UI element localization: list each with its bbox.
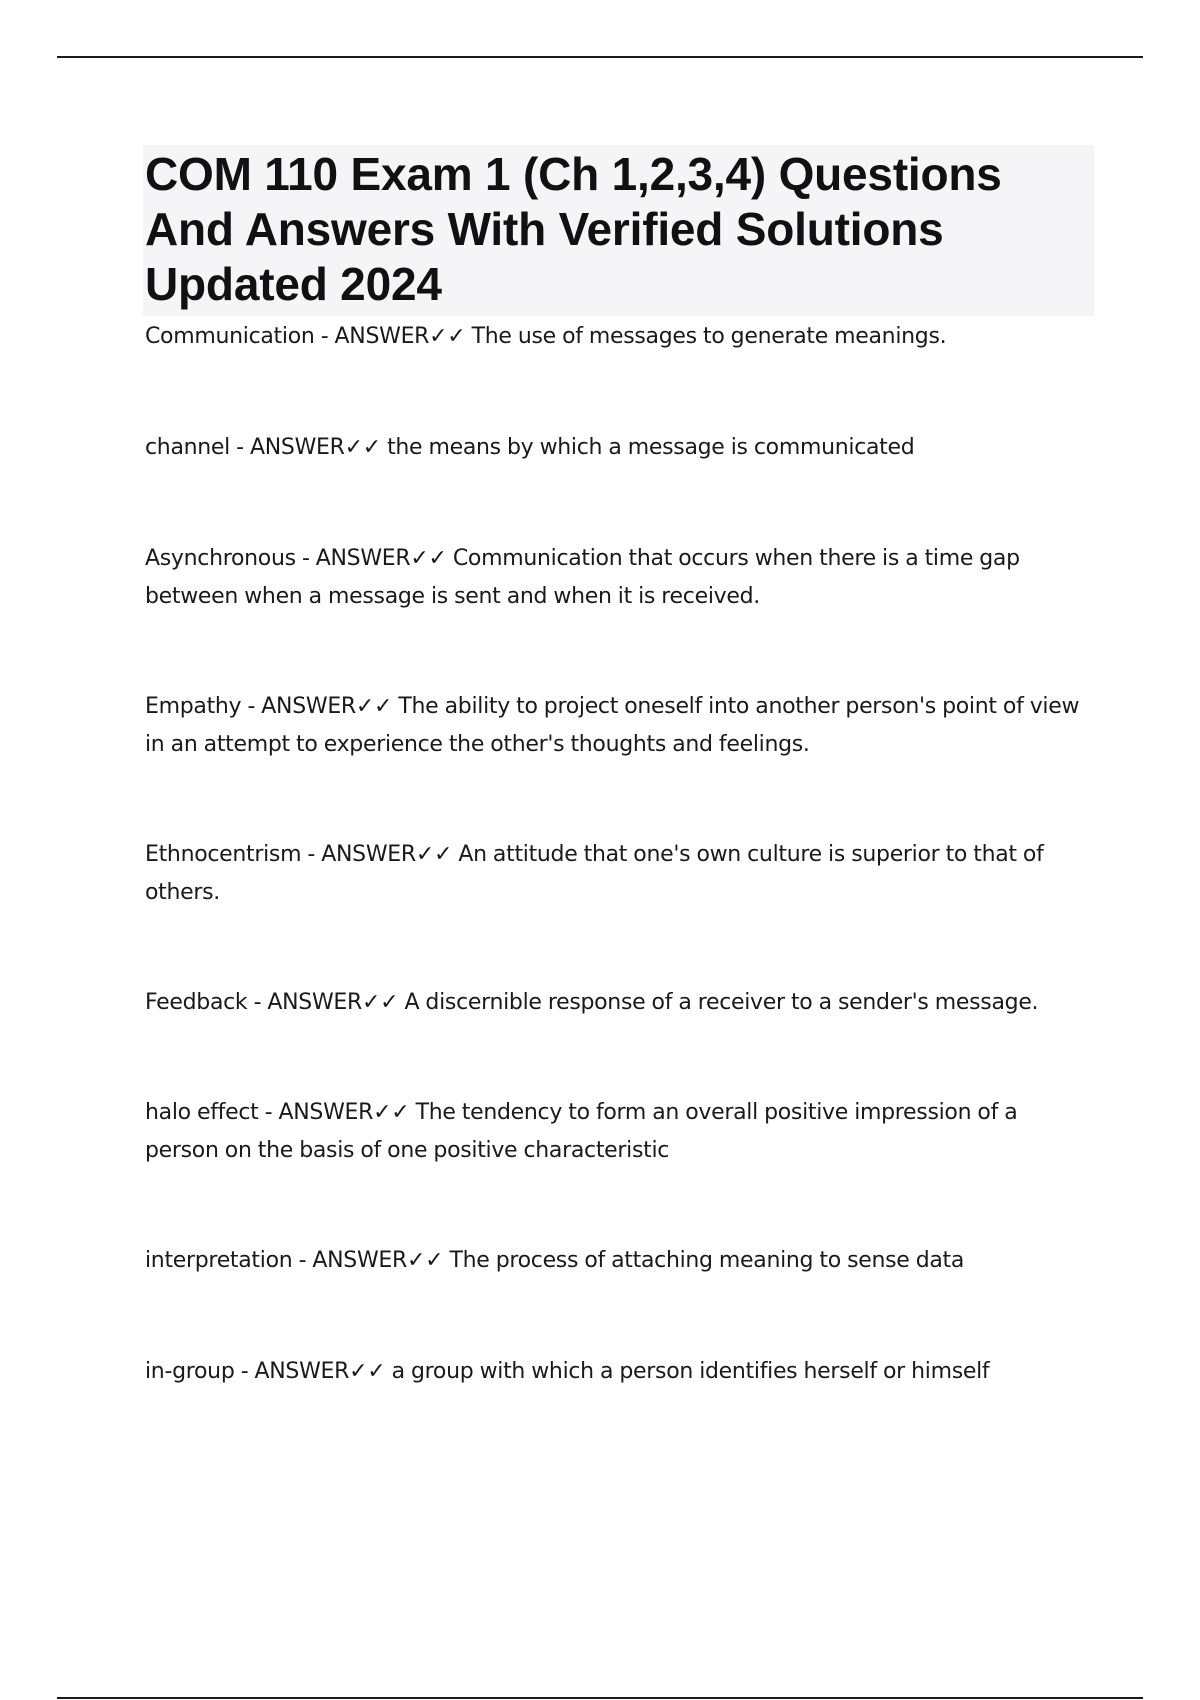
qa-item bbox=[145, 1094, 1095, 1170]
answer-marker: - ANSWER✓✓ bbox=[258, 1100, 416, 1125]
answer-marker: - ANSWER✓✓ bbox=[247, 990, 405, 1015]
qa-definition: The use of messages to generate meanings. bbox=[471, 324, 947, 349]
qa-term: Empathy bbox=[145, 694, 242, 719]
qa-definition: Communication that occurs when there is a time gap between when a message is sent and when it is received. bbox=[145, 546, 1020, 609]
qa-term: Communication bbox=[145, 324, 315, 349]
header-rule bbox=[57, 56, 1143, 58]
qa-item bbox=[145, 1353, 1095, 1391]
qa-definition: a group with which a person identifies herself or himself bbox=[391, 1359, 990, 1384]
answer-marker: - ANSWER✓✓ bbox=[292, 1248, 450, 1273]
title-block bbox=[143, 145, 1094, 316]
qa-item bbox=[145, 318, 1095, 356]
qa-item bbox=[145, 984, 1095, 1022]
qa-term: channel bbox=[145, 435, 230, 460]
qa-item bbox=[145, 688, 1095, 764]
answer-marker: - ANSWER✓✓ bbox=[241, 694, 399, 719]
qa-term: interpretation bbox=[145, 1248, 293, 1273]
qa-definition: The ability to project oneself into another person's point of view in an attempt to experience the other's thoughts and feelings. bbox=[145, 694, 1080, 757]
qa-item bbox=[145, 1242, 1095, 1280]
qa-definition: The tendency to form an overall positive impression of a person on the basis of one positive characteristic bbox=[145, 1100, 1018, 1163]
qa-term: Feedback bbox=[145, 990, 248, 1015]
qa-term: halo effect bbox=[145, 1100, 259, 1125]
answer-marker: - ANSWER✓✓ bbox=[314, 324, 472, 349]
qa-definition: the means by which a message is communicated bbox=[387, 435, 915, 460]
qa-definition: An attitude that one's own culture is superior to that of others. bbox=[145, 842, 1044, 905]
qa-definition: The process of attaching meaning to sense data bbox=[449, 1248, 965, 1273]
answer-marker: - ANSWER✓✓ bbox=[295, 546, 453, 571]
qa-item bbox=[145, 429, 1095, 467]
qa-definition: A discernible response of a receiver to a sender's message. bbox=[404, 990, 1039, 1015]
qa-item bbox=[145, 540, 1095, 616]
qa-term: Asynchronous bbox=[145, 546, 296, 571]
qa-list bbox=[145, 318, 1095, 1391]
answer-marker: - ANSWER✓✓ bbox=[229, 435, 388, 460]
answer-marker: - ANSWER✓✓ bbox=[234, 1359, 392, 1384]
document-title: COM 110 Exam 1 (Ch 1,2,3,4) Questions And Answers With Verified Solutions Updated 2024 bbox=[145, 148, 1002, 310]
footer-rule bbox=[57, 1697, 1143, 1699]
qa-term: Ethnocentrism bbox=[145, 842, 302, 867]
qa-term: in-group bbox=[145, 1359, 235, 1384]
answer-marker: - ANSWER✓✓ bbox=[301, 842, 459, 867]
document-body bbox=[145, 145, 1095, 1391]
qa-item bbox=[145, 836, 1095, 912]
